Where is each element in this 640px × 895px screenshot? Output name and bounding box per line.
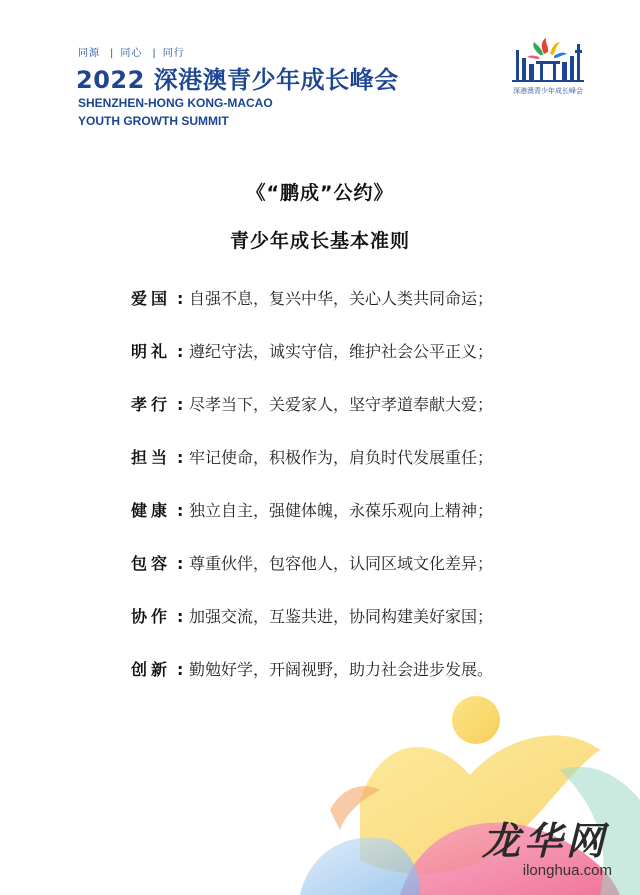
slogan-item: 同心 xyxy=(120,48,143,59)
list-item xyxy=(131,499,493,523)
list-item xyxy=(131,446,493,470)
watermark-text: 龙华网 xyxy=(481,818,608,863)
colon: : xyxy=(177,607,184,626)
slogan-separator: | xyxy=(152,48,157,59)
principle-key: 健康 xyxy=(131,501,172,520)
city-skyline-flame-logo-icon xyxy=(506,36,590,84)
list-item xyxy=(131,605,493,629)
list-item xyxy=(131,393,493,417)
principle-key: 爱国 xyxy=(131,289,172,308)
principle-text: 尊重伙伴，包容他人，认同区域文化差异； xyxy=(189,554,494,573)
list-item xyxy=(131,658,493,682)
principle-key: 创新 xyxy=(131,660,172,679)
principle-text: 牢记使命，积极作为，肩负时代发展重任； xyxy=(189,448,494,467)
slogan xyxy=(78,44,189,59)
summit-english-name-line2: YOUTH GROWTH SUMMIT xyxy=(78,114,229,128)
summit-title: 2022 深港澳青少年成长峰会 xyxy=(76,66,399,94)
principle-text: 勤勉好学，开阔视野，助力社会进步发展。 xyxy=(189,660,494,679)
colon: : xyxy=(177,448,184,467)
summit-logo xyxy=(506,36,590,98)
principle-text: 加强交流，互鉴共进，协同构建美好家国； xyxy=(189,607,494,626)
colon: : xyxy=(177,395,184,414)
principle-text: 自强不息，复兴中华，关心人类共同命运； xyxy=(189,289,494,308)
principle-text: 独立自主，强健体魄，永葆乐观向上精神； xyxy=(189,501,494,520)
slogan-separator: | xyxy=(110,48,115,59)
principle-key: 包容 xyxy=(131,554,172,573)
colon: : xyxy=(177,501,184,520)
document-title: 《“鹏成”公约》 xyxy=(246,182,394,204)
list-item xyxy=(131,552,493,576)
principle-key: 协作 xyxy=(131,607,172,626)
logo-caption: 深港澳青少年成长峰会 xyxy=(513,87,583,95)
slogan-item: 同行 xyxy=(162,48,185,59)
principle-key: 担当 xyxy=(131,448,172,467)
list-item xyxy=(131,287,493,311)
summit-english-name-line1: SHENZHEN-HONG KONG-MACAO xyxy=(78,96,273,110)
colon: : xyxy=(177,342,184,361)
colon: : xyxy=(177,289,184,308)
watermark-url: ilonghua.com xyxy=(522,862,612,879)
colon: : xyxy=(177,660,184,679)
principle-text: 遵纪守法，诚实守信，维护社会公平正义； xyxy=(189,342,494,361)
principle-key: 明礼 xyxy=(131,342,172,361)
colon: : xyxy=(177,554,184,573)
slogan-item: 同源 xyxy=(78,48,100,59)
principle-key: 孝行 xyxy=(131,395,172,414)
document-subtitle: 青少年成长基本准则 xyxy=(229,230,410,252)
list-item xyxy=(131,340,493,364)
principle-text: 尽孝当下，关爱家人，坚守孝道奉献大爱； xyxy=(189,395,494,414)
